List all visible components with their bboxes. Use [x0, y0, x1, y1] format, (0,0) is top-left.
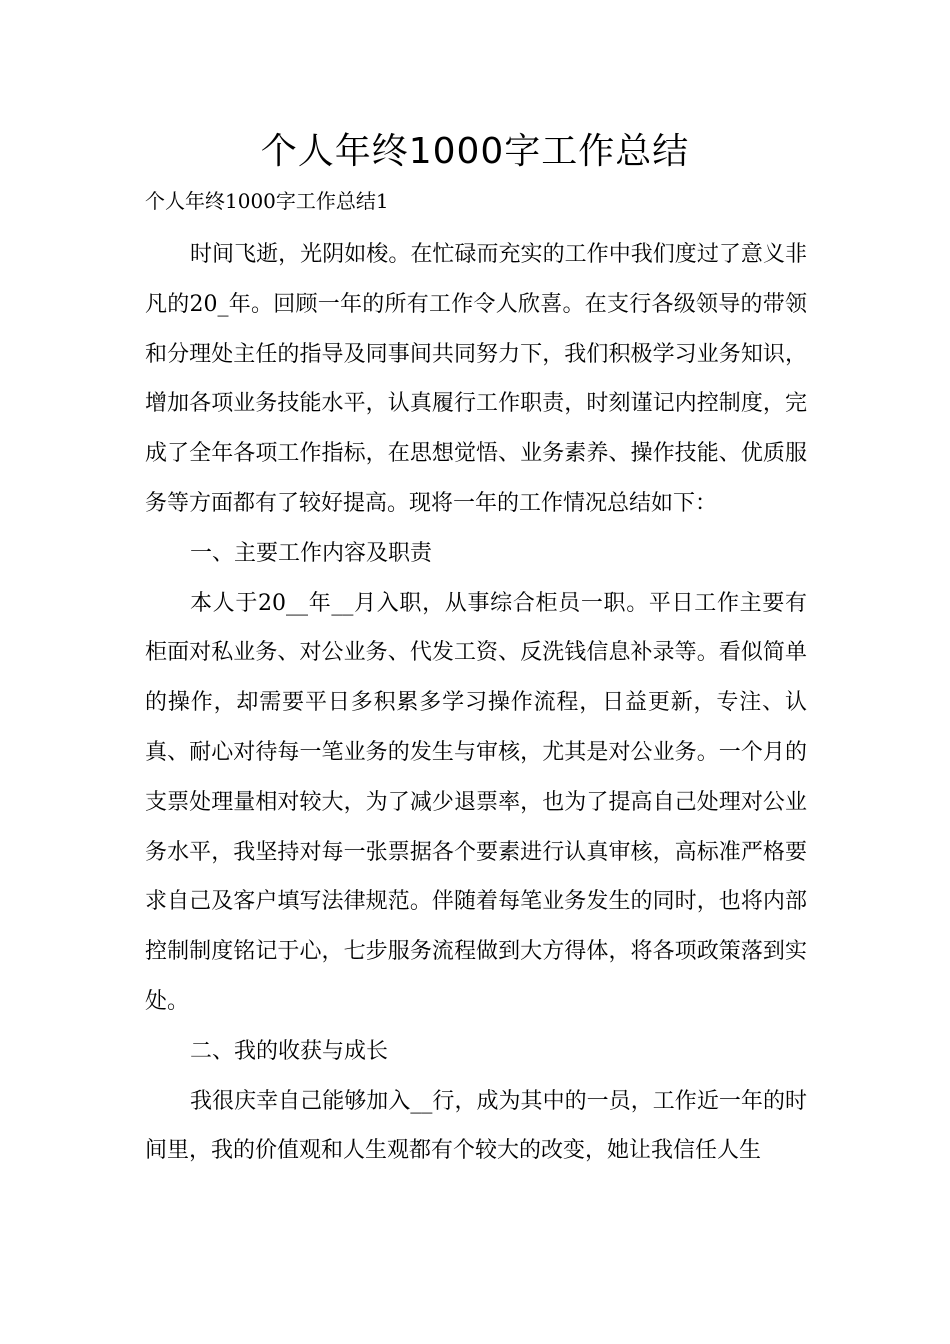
paragraph-main-duties: 本人于20__年__月入职，从事综合柜员一职。平日工作主要有柜面对私业务、对公业务、代发工资、反洗钱信息补录等。看似简单的操作，却需要平日多积累多学习操作流程，日益更新，专注、认真、耐心对待每一笔业务的发生与审核，尤其是对公业务。一个月的支票处理量相对较大，为了减少退票率，也为了提高自己处理对公业务水平，我坚持对每一张票据各个要素进行认真审核，高标准严格要求自己及客户填写法律规范。伴随着每笔业务发生的同时，也将内部控制制度铭记于心，七步服务流程做到大方得体，将各项政策落到实处。	[145, 590, 807, 1014]
document-title: 个人年终1000字工作总结	[260, 131, 690, 172]
section-heading-main-duties: 一、主要工作内容及职责	[190, 540, 433, 566]
document-body	[145, 230, 807, 1176]
section-heading-growth: 二、我的收获与成长	[190, 1038, 389, 1064]
document-subtitle: 个人年终1000字工作总结1	[145, 189, 389, 213]
paragraph-growth: 我很庆幸自己能够加入__行，成为其中的一员，工作近一年的时间里，我的价值观和人生观都有个较大的改变，她让我信任人生	[145, 1088, 807, 1164]
paragraph-intro: 时间飞逝，光阴如梭。在忙碌而充实的工作中我们度过了意义非凡的20_年。回顾一年的所有工作令人欣喜。在支行各级领导的带领和分理处主任的指导及同事间共同努力下，我们积极学习业务知识，增加各项业务技能水平，认真履行工作职责，时刻谨记内控制度，完成了全年各项工作指标，在思想觉悟、业务素养、操作技能、优质服务等方面都有了较好提高。现将一年的工作情况总结如下：	[145, 242, 807, 516]
